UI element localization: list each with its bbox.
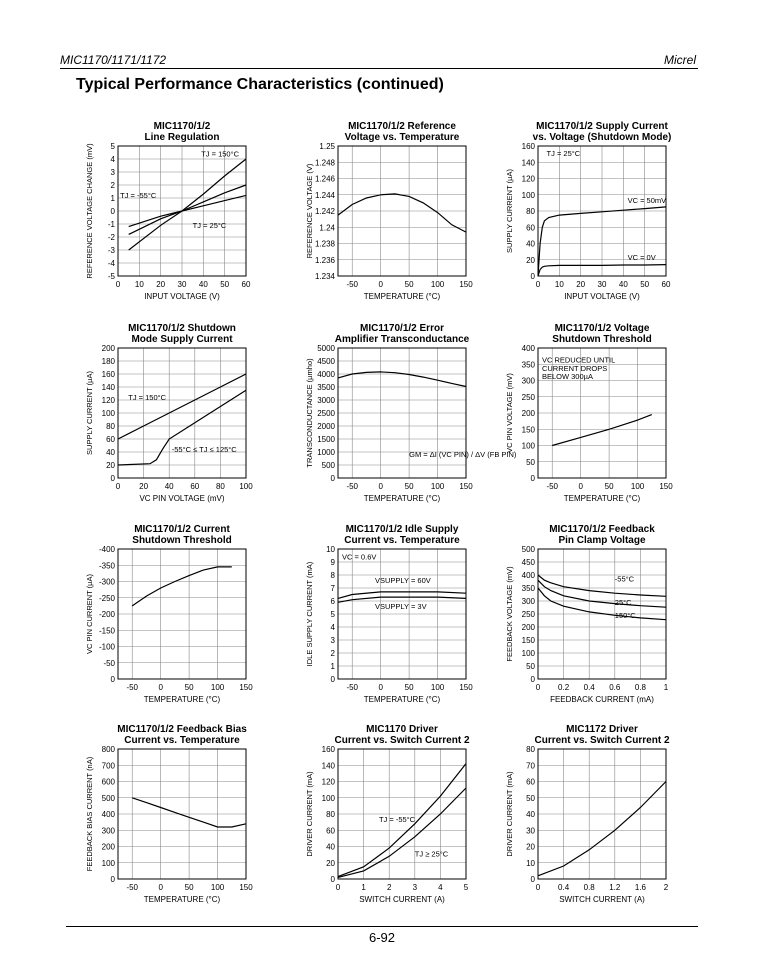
y-tick-label: 500 bbox=[321, 461, 335, 470]
y-tick-label: 8 bbox=[330, 571, 335, 580]
y-tick-label: 10 bbox=[526, 858, 535, 868]
x-tick-label: 0 bbox=[335, 883, 341, 892]
x-tick-label: 50 bbox=[184, 683, 194, 692]
y-axis-label: FEEDBACK VOLTAGE (mV) bbox=[505, 566, 514, 662]
y-tick-label: 180 bbox=[101, 357, 115, 366]
series-line-1 bbox=[538, 782, 666, 876]
x-tick-label: 0 bbox=[378, 280, 383, 289]
y-tick-label: 400 bbox=[521, 344, 535, 353]
x-axis-label: FEEDBACK CURRENT (mA) bbox=[550, 695, 654, 704]
y-tick-label: 40 bbox=[526, 810, 535, 819]
x-tick-label: 0.2 bbox=[558, 683, 570, 692]
x-tick-label: 50 bbox=[404, 683, 414, 692]
chart-1 bbox=[85, 121, 251, 301]
y-tick-label: -1 bbox=[107, 220, 115, 229]
y-tick-label: 40 bbox=[106, 448, 115, 457]
y-tick-label: 300 bbox=[101, 826, 115, 836]
chart-title: MIC1170/1/2 Current bbox=[134, 524, 230, 535]
section-title: Typical Performance Characteristics (continued) bbox=[76, 76, 444, 93]
x-tick-label: 150 bbox=[459, 683, 473, 692]
y-tick-label: 40 bbox=[326, 842, 335, 852]
y-tick-label: 70 bbox=[526, 761, 535, 771]
y-tick-label: 500 bbox=[101, 793, 115, 803]
y-tick-label: 20 bbox=[526, 842, 535, 852]
chart-title: Pin Clamp Voltage bbox=[558, 535, 646, 546]
x-tick-label: 40 bbox=[198, 280, 208, 289]
y-tick-label: 5 bbox=[330, 610, 335, 619]
y-tick-label: -100 bbox=[98, 642, 115, 652]
chart-title: Shutdown Threshold bbox=[552, 334, 652, 345]
y-tick-label: 150 bbox=[521, 425, 535, 435]
y-tick-label: 20 bbox=[326, 858, 335, 868]
chart-8 bbox=[305, 524, 473, 704]
y-tick-label: -250 bbox=[98, 593, 115, 603]
y-tick-label: 2 bbox=[330, 649, 335, 658]
y-tick-label: 4 bbox=[110, 155, 115, 164]
y-tick-label: 3500 bbox=[317, 383, 335, 392]
y-tick-label: 0 bbox=[110, 207, 115, 216]
y-axis-label: SUPPLY CURRENT (µA) bbox=[505, 169, 514, 253]
x-tick-label: 0 bbox=[535, 683, 541, 692]
x-tick-label: 40 bbox=[618, 280, 628, 289]
y-tick-label: 80 bbox=[326, 810, 335, 819]
x-tick-label: 150 bbox=[659, 482, 673, 491]
y-tick-label: 140 bbox=[321, 761, 335, 771]
y-tick-label: 0 bbox=[530, 474, 535, 483]
chart-title: MIC1170/1/2 Supply Current bbox=[536, 121, 668, 132]
annotation: -55°C bbox=[614, 574, 635, 584]
series-line-1 bbox=[129, 159, 246, 250]
x-tick-label: 0 bbox=[578, 482, 583, 491]
x-tick-label: 80 bbox=[215, 482, 225, 491]
y-tick-label: 350 bbox=[521, 584, 535, 593]
y-tick-label: -2 bbox=[107, 233, 115, 242]
series-line-1 bbox=[552, 415, 652, 446]
chart-title: Mode Supply Current bbox=[131, 334, 233, 345]
annotation: VC REDUCED UNTIL bbox=[541, 355, 616, 365]
x-tick-label: 0.6 bbox=[609, 683, 621, 692]
x-tick-label: 50 bbox=[640, 280, 650, 289]
y-axis-label: IDLE SUPPLY CURRENT (mA) bbox=[305, 561, 314, 667]
annotation: TJ = -55°C bbox=[378, 815, 416, 825]
x-tick-label: 10 bbox=[554, 280, 564, 289]
y-tick-label: 50 bbox=[526, 793, 535, 803]
y-tick-label: -4 bbox=[107, 259, 115, 268]
y-tick-label: 2500 bbox=[317, 409, 335, 418]
y-tick-label: 140 bbox=[521, 158, 535, 168]
x-tick-label: 100 bbox=[430, 280, 445, 289]
y-tick-label: 7 bbox=[330, 584, 335, 593]
x-tick-label: 20 bbox=[156, 280, 166, 289]
y-tick-label: 700 bbox=[101, 761, 115, 771]
x-axis-label: INPUT VOLTAGE (V) bbox=[564, 292, 640, 301]
x-tick-label: -50 bbox=[126, 683, 139, 692]
y-tick-label: 50 bbox=[526, 662, 535, 671]
x-tick-label: 60 bbox=[661, 280, 671, 289]
y-tick-label: 120 bbox=[521, 174, 535, 184]
y-tick-label: 0 bbox=[110, 675, 115, 684]
chart-title: MIC1170/1/2 Feedback Bias bbox=[117, 724, 247, 735]
y-tick-label: 0 bbox=[110, 474, 115, 483]
y-tick-label: 30 bbox=[526, 826, 535, 836]
y-tick-label: -200 bbox=[98, 610, 115, 619]
x-tick-label: 1.2 bbox=[609, 883, 621, 892]
series-line-1 bbox=[338, 194, 466, 232]
y-tick-label: 1.236 bbox=[314, 255, 335, 265]
x-tick-label: 20 bbox=[139, 482, 149, 491]
annotation: VSUPPLY = 60V bbox=[374, 575, 431, 585]
x-tick-label: 1 bbox=[663, 683, 669, 692]
y-tick-label: 100 bbox=[521, 649, 535, 658]
y-tick-label: 140 bbox=[101, 383, 115, 392]
x-axis-label: TEMPERATURE (°C) bbox=[363, 695, 441, 704]
x-tick-label: 0 bbox=[115, 482, 121, 491]
x-tick-label: -50 bbox=[346, 280, 359, 289]
x-tick-label: 100 bbox=[210, 683, 225, 692]
chart-title: Voltage vs. Temperature bbox=[344, 132, 460, 143]
y-tick-label: 1.246 bbox=[314, 174, 335, 184]
x-tick-label: 1 bbox=[361, 883, 366, 892]
series-line-2 bbox=[338, 788, 466, 877]
y-tick-label: 20 bbox=[526, 255, 535, 265]
y-tick-label: 400 bbox=[521, 571, 535, 580]
y-tick-label: 3 bbox=[330, 636, 335, 645]
annotation: VSUPPLY = 3V bbox=[374, 601, 427, 611]
y-tick-label: 300 bbox=[521, 376, 535, 386]
y-tick-label: 1.244 bbox=[314, 190, 335, 200]
y-axis-label: REFERENCE VOLTAGE (V) bbox=[305, 163, 314, 259]
annotation: -55°C ≤ TJ ≤ 125°C bbox=[171, 445, 237, 454]
x-tick-label: 100 bbox=[210, 883, 225, 892]
x-tick-label: 100 bbox=[239, 482, 253, 491]
x-tick-label: 4 bbox=[438, 883, 443, 892]
x-tick-label: -50 bbox=[126, 883, 139, 892]
x-tick-label: 0.8 bbox=[583, 883, 595, 892]
y-tick-label: 5 bbox=[110, 142, 115, 151]
y-tick-label: 1.24 bbox=[319, 223, 335, 233]
chart-10 bbox=[85, 724, 253, 904]
chart-title: MIC1170/1/2 Reference bbox=[348, 121, 456, 132]
x-tick-label: 0.4 bbox=[583, 683, 595, 692]
y-tick-label: 1 bbox=[110, 194, 115, 203]
y-tick-label: 3000 bbox=[317, 396, 335, 405]
x-axis-label: TEMPERATURE (°C) bbox=[143, 895, 221, 904]
y-axis-label: FEEDBACK BIAS CURRENT (nA) bbox=[85, 756, 94, 872]
y-tick-label: 4500 bbox=[317, 357, 335, 366]
chart-title: MIC1170/1/2 bbox=[153, 121, 211, 132]
y-tick-label: 1.25 bbox=[319, 142, 335, 151]
y-tick-label: 0 bbox=[530, 272, 535, 281]
y-tick-label: 1 bbox=[330, 662, 335, 671]
x-tick-label: 2 bbox=[663, 883, 669, 892]
y-tick-label: 300 bbox=[521, 597, 535, 606]
x-tick-label: 30 bbox=[597, 280, 607, 289]
y-tick-label: 1.242 bbox=[314, 207, 335, 216]
x-tick-label: 100 bbox=[630, 482, 645, 491]
x-axis-label: INPUT VOLTAGE (V) bbox=[144, 292, 220, 301]
y-tick-label: -50 bbox=[103, 658, 115, 668]
annotation: TJ = 25°C bbox=[192, 220, 227, 230]
y-tick-label: -400 bbox=[98, 545, 115, 554]
x-tick-label: 20 bbox=[576, 280, 586, 289]
x-tick-label: 0 bbox=[378, 482, 383, 491]
y-tick-label: 0 bbox=[530, 875, 535, 884]
x-tick-label: 0.4 bbox=[558, 883, 570, 892]
x-tick-label: -50 bbox=[346, 683, 359, 692]
y-tick-label: 400 bbox=[101, 810, 115, 819]
x-axis-label: TEMPERATURE (°C) bbox=[563, 494, 641, 503]
header-part-numbers: MIC1170/1171/1172 bbox=[60, 53, 167, 67]
annotation: VC = 0.6V bbox=[341, 552, 377, 562]
y-tick-label: 4000 bbox=[317, 370, 335, 379]
x-tick-label: 150 bbox=[239, 683, 253, 692]
y-tick-label: 9 bbox=[330, 558, 335, 567]
chart-title: MIC1170/1/2 Feedback bbox=[549, 524, 655, 535]
y-tick-label: 600 bbox=[101, 777, 115, 787]
chart-2 bbox=[305, 121, 473, 301]
annotation: BELOW 300µA bbox=[541, 371, 593, 381]
y-axis-label: VC PIN VOLTAGE (mV) bbox=[505, 373, 514, 453]
y-tick-label: 800 bbox=[101, 745, 115, 754]
x-tick-label: 50 bbox=[404, 280, 414, 289]
page-number: 6-92 bbox=[368, 930, 396, 945]
y-tick-label: 40 bbox=[526, 239, 535, 249]
x-tick-label: 1.6 bbox=[634, 883, 646, 892]
y-tick-label: 200 bbox=[521, 409, 535, 418]
chart-title: Amplifier Transconductance bbox=[334, 334, 470, 345]
x-tick-label: -50 bbox=[546, 482, 559, 491]
y-tick-label: 3 bbox=[110, 168, 115, 177]
series-line-1 bbox=[118, 374, 246, 439]
y-tick-label: 2000 bbox=[317, 422, 335, 431]
y-tick-label: 120 bbox=[321, 777, 335, 787]
x-tick-label: 10 bbox=[134, 280, 144, 289]
x-tick-label: 0 bbox=[158, 883, 163, 892]
x-tick-label: 0 bbox=[535, 883, 541, 892]
x-tick-label: -50 bbox=[346, 482, 359, 491]
x-axis-label: VC PIN VOLTAGE (mV) bbox=[139, 494, 225, 503]
x-tick-label: 150 bbox=[239, 883, 253, 892]
y-tick-label: 150 bbox=[521, 636, 535, 645]
chart-title: Current vs. Temperature bbox=[344, 535, 460, 546]
chart-title: Shutdown Threshold bbox=[132, 535, 232, 546]
chart-4 bbox=[85, 323, 253, 503]
y-tick-label: 0 bbox=[330, 875, 335, 884]
chart-12 bbox=[505, 724, 670, 904]
x-tick-label: 0 bbox=[158, 683, 163, 692]
chart-title: MIC1172 Driver bbox=[566, 724, 638, 735]
annotation: GM = ΔI (VC PIN) / ΔV (FB PIN) bbox=[409, 450, 517, 460]
y-tick-label: 1.248 bbox=[314, 158, 335, 168]
y-tick-label: 4 bbox=[330, 623, 335, 632]
y-tick-label: 80 bbox=[106, 422, 115, 431]
chart-title: MIC1170/1/2 Error bbox=[360, 323, 444, 334]
x-tick-label: 60 bbox=[241, 280, 251, 289]
annotation: 150°C bbox=[614, 610, 636, 620]
y-tick-label: 0 bbox=[110, 875, 115, 884]
x-tick-label: 50 bbox=[184, 883, 194, 892]
y-tick-label: 350 bbox=[521, 360, 535, 370]
x-tick-label: 0 bbox=[535, 280, 541, 289]
x-tick-label: 0 bbox=[115, 280, 121, 289]
chart-title: MIC1170/1/2 Idle Supply bbox=[345, 524, 459, 535]
y-tick-label: 80 bbox=[526, 207, 535, 216]
x-tick-label: 50 bbox=[220, 280, 230, 289]
series-line-1 bbox=[132, 567, 232, 606]
y-tick-label: 60 bbox=[526, 223, 535, 233]
y-tick-label: 100 bbox=[521, 190, 535, 200]
x-tick-label: 50 bbox=[404, 482, 414, 491]
y-tick-label: 50 bbox=[526, 457, 535, 467]
y-tick-label: 450 bbox=[521, 558, 535, 567]
x-tick-label: 100 bbox=[430, 482, 445, 491]
annotation: TJ = -55°C bbox=[120, 191, 157, 200]
y-tick-label: -3 bbox=[107, 246, 115, 255]
y-tick-label: 1.238 bbox=[314, 239, 335, 249]
y-tick-label: -350 bbox=[98, 561, 115, 571]
annotation: CURRENT DROPS bbox=[541, 363, 608, 373]
y-tick-label: 100 bbox=[101, 858, 115, 868]
annotation: TJ = 150°C bbox=[201, 149, 240, 159]
x-axis-label: TEMPERATURE (°C) bbox=[363, 494, 441, 503]
y-tick-label: 160 bbox=[321, 745, 335, 754]
y-tick-label: 1.234 bbox=[314, 272, 335, 281]
chart-title: MIC1170/1/2 Voltage bbox=[554, 323, 650, 334]
y-axis-label: SUPPLY CURRENT (µA) bbox=[85, 371, 94, 455]
y-tick-label: 500 bbox=[521, 545, 535, 554]
y-tick-label: 0 bbox=[530, 675, 535, 684]
y-axis-label: DRIVER CURRENT (mA) bbox=[505, 771, 514, 857]
y-tick-label: -5 bbox=[107, 272, 115, 281]
y-axis-label: VC PIN CURRENT (µA) bbox=[85, 573, 94, 655]
x-tick-label: 3 bbox=[412, 883, 418, 892]
chart-11 bbox=[305, 724, 470, 904]
x-axis-label: TEMPERATURE (°C) bbox=[143, 695, 221, 704]
x-tick-label: 60 bbox=[190, 482, 200, 491]
chart-3 bbox=[505, 121, 671, 301]
footer-rule bbox=[66, 926, 698, 927]
y-tick-label: 60 bbox=[326, 826, 335, 836]
x-axis-label: TEMPERATURE (°C) bbox=[363, 292, 441, 301]
chart-title: Line Regulation bbox=[144, 132, 220, 143]
annotation: 25°C bbox=[614, 597, 632, 607]
annotation: VC = 0V bbox=[627, 252, 656, 262]
y-tick-label: 6 bbox=[330, 597, 335, 606]
y-tick-label: 200 bbox=[101, 344, 115, 353]
x-tick-label: 2 bbox=[386, 883, 392, 892]
x-tick-label: 50 bbox=[604, 482, 614, 491]
y-tick-label: 100 bbox=[521, 441, 535, 451]
x-tick-label: 40 bbox=[164, 482, 174, 491]
y-axis-label: DRIVER CURRENT (mA) bbox=[305, 771, 314, 857]
x-axis-label: SWITCH CURRENT (A) bbox=[359, 895, 445, 904]
x-tick-label: 150 bbox=[459, 280, 473, 289]
x-tick-label: 30 bbox=[177, 280, 187, 289]
x-tick-label: 0.8 bbox=[634, 683, 646, 692]
y-tick-label: 60 bbox=[106, 435, 115, 444]
annotation: TJ = 150°C bbox=[128, 393, 167, 402]
y-tick-label: 10 bbox=[326, 545, 335, 554]
y-tick-label: -300 bbox=[98, 577, 115, 587]
chart-title: Current vs. Switch Current 2 bbox=[534, 735, 670, 746]
chart-9 bbox=[505, 524, 669, 704]
y-axis-label: TRANSCONDUCTANCE (µmho) bbox=[305, 358, 314, 468]
y-tick-label: 160 bbox=[101, 370, 115, 379]
chart-title: MIC1170/1/2 Shutdown bbox=[128, 323, 236, 334]
y-tick-label: 100 bbox=[321, 793, 335, 803]
chart-title: Current vs. Temperature bbox=[124, 735, 240, 746]
x-tick-label: 5 bbox=[463, 883, 469, 892]
y-tick-label: 250 bbox=[521, 392, 535, 402]
y-tick-label: 120 bbox=[101, 396, 115, 405]
y-tick-label: 1500 bbox=[317, 435, 335, 444]
chart-7 bbox=[85, 524, 253, 704]
x-tick-label: 0 bbox=[378, 683, 383, 692]
annotation: TJ = 25°C bbox=[546, 148, 581, 158]
y-tick-label: 0 bbox=[330, 474, 335, 483]
y-tick-label: 5000 bbox=[317, 344, 335, 353]
y-tick-label: 80 bbox=[526, 745, 535, 754]
y-tick-label: 20 bbox=[106, 461, 115, 470]
chart-title: vs. Voltage (Shutdown Mode) bbox=[532, 132, 672, 143]
y-tick-label: 160 bbox=[521, 142, 535, 151]
x-axis-label: SWITCH CURRENT (A) bbox=[559, 895, 645, 904]
y-tick-label: 1000 bbox=[317, 448, 335, 457]
y-axis-label: REFERENCE VOLTAGE CHANGE (mV) bbox=[85, 143, 94, 279]
y-tick-label: -150 bbox=[98, 626, 115, 636]
y-tick-label: 200 bbox=[101, 842, 115, 852]
y-tick-label: 200 bbox=[521, 623, 535, 632]
y-tick-label: 100 bbox=[101, 409, 115, 418]
y-tick-label: 0 bbox=[330, 675, 335, 684]
annotation: VC = 50mV bbox=[627, 195, 667, 205]
chart-6 bbox=[505, 323, 673, 503]
chart-title: MIC1170 Driver bbox=[366, 724, 438, 735]
x-tick-label: 100 bbox=[430, 683, 445, 692]
y-tick-label: 2 bbox=[110, 181, 115, 190]
chart-5 bbox=[305, 323, 517, 503]
chart-title: Current vs. Switch Current 2 bbox=[334, 735, 470, 746]
y-tick-label: 60 bbox=[526, 777, 535, 787]
header-brand: Micrel bbox=[664, 53, 696, 67]
annotation: TJ ≥ 25°C bbox=[414, 849, 449, 859]
y-tick-label: 250 bbox=[521, 610, 535, 619]
x-tick-label: 150 bbox=[459, 482, 473, 491]
